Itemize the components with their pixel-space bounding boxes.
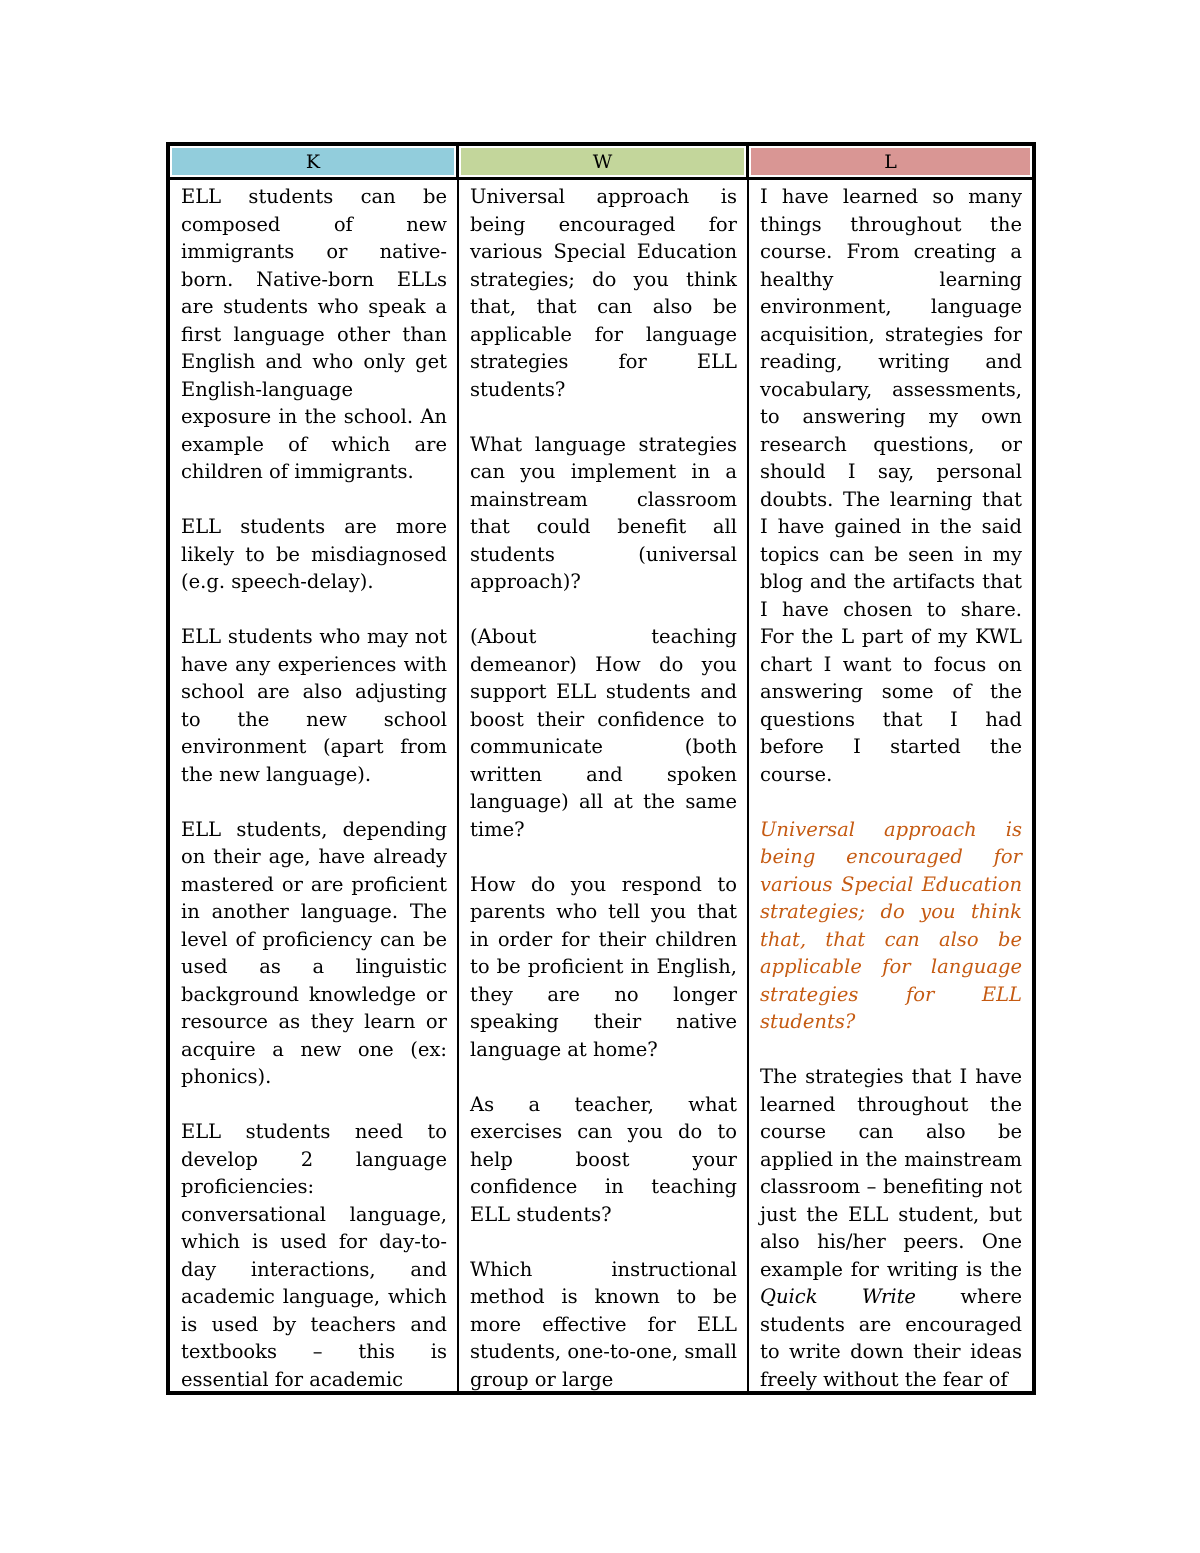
l-paragraph (760, 1063, 1022, 1391)
k-paragraph: ELL students are more likely to be misdiagnosed (e.g. speech-delay). (181, 515, 447, 593)
column-w-content (459, 180, 749, 1391)
l-text: The strategies that I have learned throughout the course can also be applied in the mainstream classroom – benefiting not just the ELL student, but also his/her peers. One example for writing is the (760, 1065, 1022, 1281)
w-paragraph: What language strategies can you implement in a mainstream classroom that could benefit all students (universal approach)? (470, 432, 737, 593)
k-paragraph: ELL students, depending on their age, have already mastered or are proficient in another language. The level of proficiency can be used as a linguistic background knowledge or resource as they learn or acquire a new one (ex: phonics). (181, 817, 447, 1088)
w-paragraph: As a teacher, what exercises can you do to help boost your confidence in teaching ELL students? (470, 1092, 737, 1226)
header-w (459, 146, 749, 180)
header-l-label: L (749, 146, 1032, 177)
l-text: where students are encouraged to write down their ideas freely without the fear of (760, 1285, 1022, 1391)
l-highlighted-question: Universal approach is being encouraged for various Special Education strategies; do you think that, that can also be applicable for language strategies for ELL students? (760, 817, 1022, 1033)
w-paragraph: (About teaching demeanor) How do you support ELL students and boost their confidence to communicate (both written and spoken language) all at the same time? (470, 625, 737, 841)
l-paragraph: I have learned so many things throughout the course. From creating a healthy learning environment, language acquisition, strategies for reading, writing and vocabulary, assessments, to answering my own research questions, or should I say, personal doubts. The learning that I have gained in the said topics can be seen in my blog and the artifacts that I have chosen to share. For the L part of my KWL chart I want to focus on answering some of the questions that I had before I started the course. (760, 185, 1022, 786)
w-paragraph: How do you respond to parents who tell you that in order for their children to be proficient in English, they are no longer speaking their native language at home? (470, 872, 737, 1061)
k-paragraph: ELL students who may not have any experiences with school are also adjusting to the new school environment (apart from the new language). (181, 625, 447, 786)
header-w-label: W (459, 146, 746, 177)
column-l-content (749, 180, 1032, 1391)
quick-write-term: Quick Write (760, 1285, 916, 1308)
w-paragraph: Which instructional method is known to be more effective for ELL students, one-to-one, small group or large (470, 1257, 737, 1391)
k-paragraph: ELL students can be composed of new immigrants or native-born. Native-born ELLs are students who speak a first language other than English and who only get English-language exposure in the school. An example of which are children of immigrants. (181, 185, 447, 483)
header-k-label: K (170, 146, 456, 177)
header-l (749, 146, 1032, 180)
kwl-chart-table (166, 142, 1036, 1395)
column-k-content (170, 180, 459, 1391)
k-paragraph: ELL students need to develop 2 language proficiencies: conversational language, which is used for day-to-day interactions, and academic language, which is used by teachers and textbooks – this is essential for academic (181, 1120, 447, 1391)
header-k (170, 146, 459, 180)
w-paragraph: Universal approach is being encouraged for various Special Education strategies; do you think that, that can also be applicable for language strategies for ELL students? (470, 185, 737, 401)
